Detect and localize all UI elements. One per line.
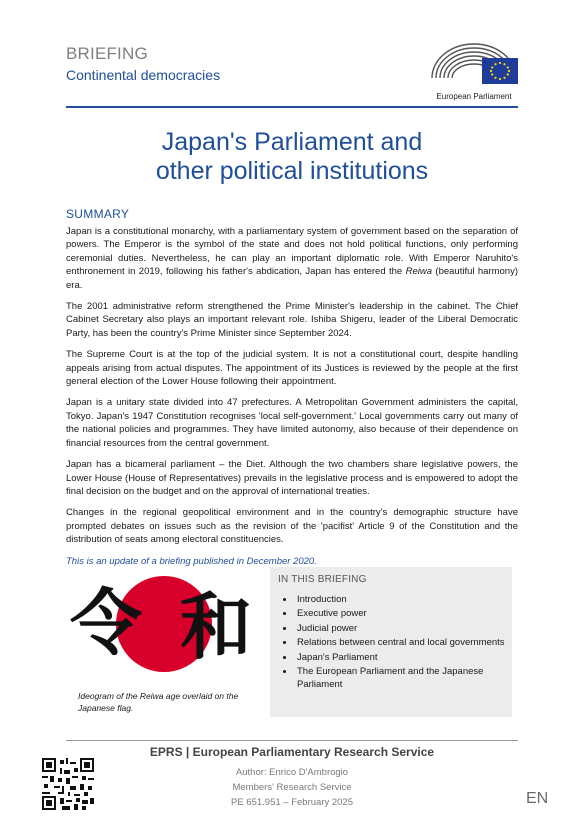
japanese-flag-icon <box>66 572 262 676</box>
series-name: Continental democracies <box>66 67 221 83</box>
toc-item[interactable]: • Japan's Parliament <box>295 651 505 664</box>
summary-body <box>66 225 518 576</box>
header-divider <box>66 106 518 108</box>
document-type: BRIEFING <box>66 44 148 63</box>
title-line-2: other political institutions <box>155 157 429 185</box>
reiwa-flag-image <box>66 572 262 676</box>
service-line: Members' Research Service <box>232 782 352 793</box>
qr-code-icon[interactable] <box>42 758 94 810</box>
image-caption: Ideogram of the Reiwa age overlaid on the Japanese flag. <box>78 691 239 713</box>
summary-paragraph: Changes in the regional geopolitical environment and in the country's demographic structure have prompted debates on issues such as the revision of the 'pacifist' Article 9 of the Constitution and the distribution of seats among electoral constituencies. <box>66 507 518 546</box>
toc-item[interactable]: • Introduction <box>295 593 505 606</box>
reference-line: PE 651.951 – February 2025 <box>230 797 353 808</box>
kanji-rei: 令 <box>70 580 143 665</box>
publisher-name: EPRS | European Parliamentary Research Service <box>149 745 435 759</box>
summary-heading: SUMMARY <box>66 207 130 221</box>
kanji-wa: 和 <box>180 584 253 669</box>
title-line-1: Japan's Parliament and <box>161 128 423 156</box>
in-this-briefing-box <box>270 567 512 717</box>
author-line: Author: Enrico D'Ambrogio <box>235 767 349 778</box>
summary-paragraph: The Supreme Court is at the top of the judicial system. It is not a constitutional court, despite handling appeals arising from actual disputes. The appointment of its Justices is reviewed by the people at the first general election of the Lower House following their appointment. <box>66 349 518 388</box>
toc-item[interactable]: • Relations between central and local governments <box>295 636 505 649</box>
update-note: This is an update of a briefing published in December 2020. <box>66 555 317 567</box>
summary-paragraph <box>66 225 518 292</box>
summary-text: (beautiful harmony) era. <box>66 266 518 291</box>
toc-item[interactable]: • The European Parliament and the Japanese Parliament <box>295 665 505 692</box>
toc-item[interactable]: • Judicial power <box>295 622 505 635</box>
document-title <box>66 128 518 186</box>
summary-paragraph: Japan is a unitary state divided into 47 prefectures. A Metropolitan Government administers the capital, Tokyo. Japan's 1947 Constitution recognises 'local self-government.' Local governments carry out many of the national policies and programmes. They have limited autonomy, also because of their dependence on financial resources from the central government. <box>66 397 518 449</box>
toc-heading: IN THIS BRIEFING <box>278 574 367 585</box>
toc-list <box>278 593 505 693</box>
language-code: EN <box>526 790 549 807</box>
summary-text: Japan is a constitutional monarchy, with a parliamentary system of government based on the separation of powers. The Emperor is the symbol of the state and does not hold political functions, only performing ceremonial duties. Nevertheless, he can play an important diplomatic role. With Emperor Naruhito's enthronement in 2019, following his father's abdication, Japan has entered the <box>66 226 518 278</box>
summary-paragraph: The 2001 administrative reform strengthened the Prime Minister's leadership in the cabinet. The Chief Cabinet Secretary also plays an important relevant role. Ishiba Shigeru, leader of the Liberal Democratic Party, has been the country's Prime Minister since September 2024. <box>66 301 518 339</box>
european-parliament-logo <box>428 38 520 102</box>
logo-label: European Parliament <box>436 92 512 101</box>
summary-paragraph: Japan has a bicameral parliament – the Diet. Although the two chambers share legislative powers, the Lower House (House of Representatives) prevails in the legislative process and is empowered to adopt the final decision on the budget and on the approval of international treaties. <box>66 459 518 497</box>
emphasis-term: Reiwa <box>405 266 433 278</box>
hemicycle-eu-flag-icon <box>428 38 520 90</box>
toc-item[interactable]: • Executive power <box>295 607 505 620</box>
footer-divider <box>66 740 518 741</box>
